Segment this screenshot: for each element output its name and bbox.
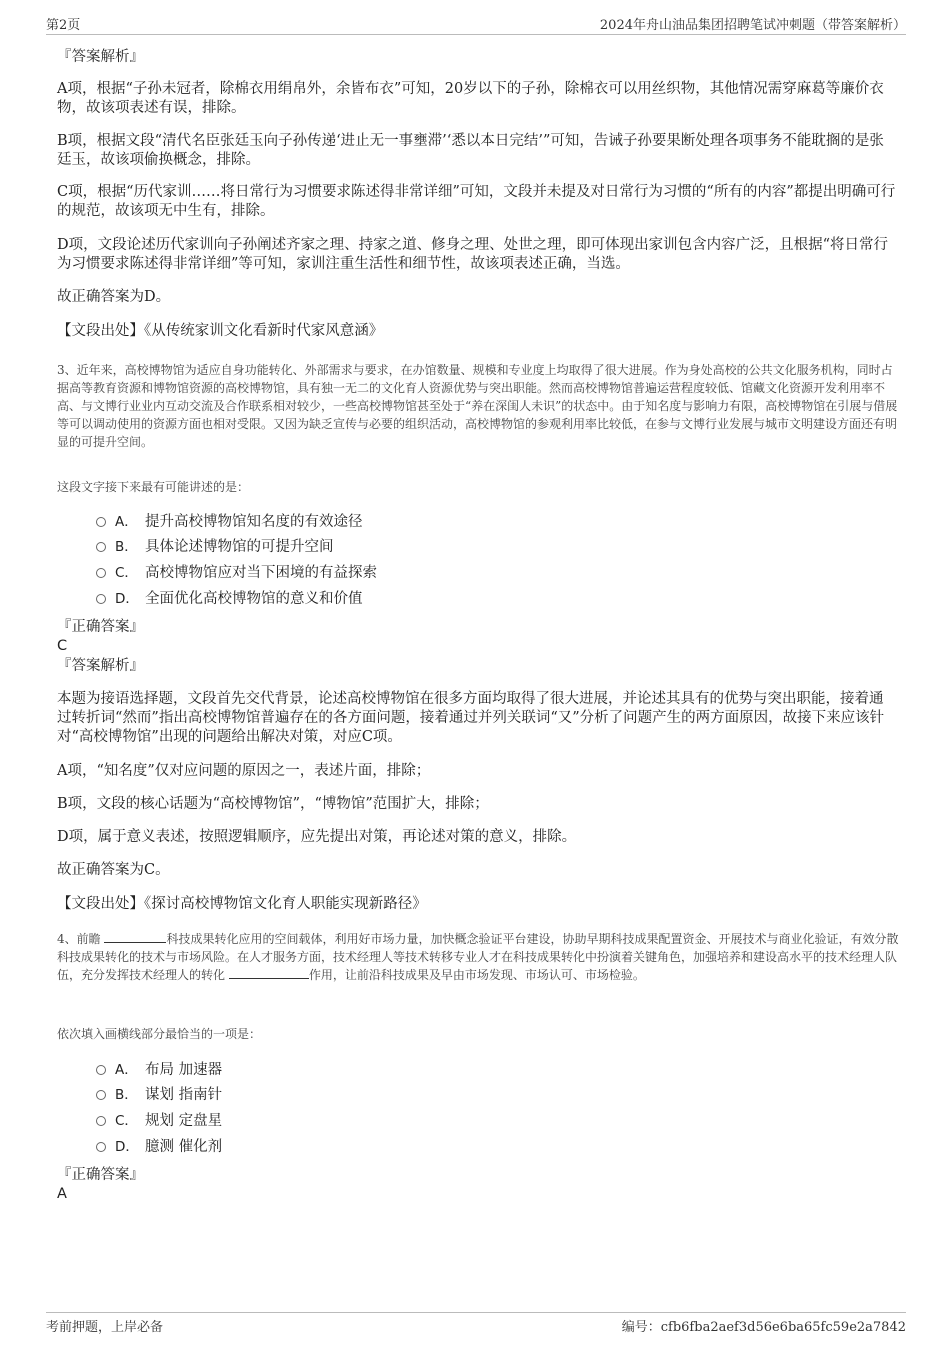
option-letter: B． bbox=[115, 539, 138, 555]
q4-question: 依次填入画横线部分最恰当的一项是： bbox=[57, 1027, 262, 1041]
radio-icon[interactable] bbox=[96, 1065, 106, 1075]
option-letter: C． bbox=[115, 565, 138, 581]
option-letter: A． bbox=[115, 514, 138, 530]
document-code: 编号：cfb6fba2aef3d56e6ba65fc59e2a7842 bbox=[621, 1320, 906, 1335]
fill-blank-1 bbox=[104, 930, 166, 943]
radio-icon[interactable] bbox=[96, 542, 106, 552]
q3-question: 这段文字接下来最有可能讲述的是： bbox=[57, 480, 250, 494]
q4-stem-part2: 科技成果转化应用的空间载体，利用好市场力量，加快概念验证平台建设，协助早期科技成果配置资金、开展技术与商业化验证，有效分散科技成果转化的技术与市场风险。在人才服务方面，技术经理人等技术转移专业人才在科技成果转化中扮演着关键角色，加强培养和建设高水平的技术经理人队伍，充分发挥技术经理人的转化 bbox=[57, 932, 899, 982]
page-number: 第2页 bbox=[46, 18, 81, 33]
option-text: 具体论述博物馆的可提升空间 bbox=[145, 539, 334, 555]
q3-answer-heading: 『正确答案』 bbox=[57, 619, 144, 635]
q3-analysis-heading: 『答案解析』 bbox=[57, 658, 144, 674]
q4-option-d[interactable] bbox=[96, 1138, 222, 1157]
q2-analysis-d: D项，文段论述历代家训向子孙阐述齐家之理、持家之道、修身之理、处世之理，即可体现出家训包含内容广泛，且根据“将日常行为习惯要求陈述得非常详细”等可知，家训注重生活性和细节性，故该项表述正确，当选。 bbox=[57, 237, 889, 272]
q4-option-c[interactable] bbox=[96, 1112, 222, 1131]
fill-blank-2 bbox=[229, 966, 309, 979]
q3-option-a[interactable] bbox=[96, 513, 363, 532]
q2-analysis-a: A项，根据“子孙未冠者，除棉衣用绢帛外，余皆布衣”可知，20岁以下的子孙，除棉衣可以用丝织物，其他情况需穿麻葛等廉价衣物，故该项表述有误，排除。 bbox=[57, 81, 884, 116]
option-text: 规划 定盘星 bbox=[145, 1113, 223, 1129]
q4-stem bbox=[57, 930, 902, 984]
q3-option-c[interactable] bbox=[96, 564, 377, 583]
q2-source: 【文段出处】《从传统家训文化看新时代家风意涵》 bbox=[57, 323, 384, 339]
q3-answer: C bbox=[57, 638, 68, 654]
q2-conclusion: 故正确答案为D。 bbox=[57, 289, 171, 305]
radio-icon[interactable] bbox=[96, 568, 106, 578]
q2-analysis-heading: 『答案解析』 bbox=[57, 49, 144, 65]
q3-conclusion: 故正确答案为C。 bbox=[57, 862, 170, 878]
radio-icon[interactable] bbox=[96, 1116, 106, 1126]
q4-stem-part3: 作用，让前沿科技成果及早由市场发现、市场认可、市场检验。 bbox=[308, 968, 645, 982]
q3-analysis-a: A项，“知名度”仅对应问题的原因之一，表述片面，排除； bbox=[57, 763, 431, 779]
q3-option-d[interactable] bbox=[96, 590, 363, 609]
option-letter: D． bbox=[115, 1139, 139, 1155]
document-title: 2024年舟山油品集团招聘笔试冲刺题（带答案解析） bbox=[599, 18, 906, 33]
option-letter: C． bbox=[115, 1113, 138, 1129]
option-letter: D． bbox=[115, 591, 139, 607]
q4-answer: A bbox=[57, 1186, 67, 1202]
radio-icon[interactable] bbox=[96, 1142, 106, 1152]
option-text: 臆测 催化剂 bbox=[145, 1139, 223, 1155]
radio-icon[interactable] bbox=[96, 517, 106, 527]
option-text: 谋划 指南针 bbox=[145, 1087, 223, 1103]
radio-icon[interactable] bbox=[96, 594, 106, 604]
q3-option-b[interactable] bbox=[96, 538, 334, 557]
q3-analysis-b: B项，文段的核心话题为“高校博物馆”，“博物馆”范围扩大，排除； bbox=[57, 796, 489, 812]
footer-slogan: 考前押题，上岸必备 bbox=[46, 1320, 164, 1335]
q2-analysis-c: C项，根据“历代家训……将日常行为习惯要求陈述得非常详细”可知，文段并未提及对日常行为习惯的“所有的内容”都提出明确可行的规范，故该项无中生有，排除。 bbox=[57, 184, 896, 219]
option-letter: B． bbox=[115, 1087, 138, 1103]
page-footer bbox=[46, 1312, 906, 1335]
q4-answer-heading: 『正确答案』 bbox=[57, 1167, 144, 1183]
q4-stem-part1: 4、前瞻 bbox=[57, 932, 101, 946]
q3-source: 【文段出处】《探讨高校博物馆文化育人职能实现新路径》 bbox=[57, 896, 427, 912]
q2-analysis-b: B项，根据文段“清代名臣张廷玉向子孙传递‘进止无一事壅滞’‘悉以本日完结’”可知，告诫子孙要果断处理各项事务不能耽搁的是张廷玉，故该项偷换概念，排除。 bbox=[57, 133, 884, 168]
q3-stem: 3、近年来，高校博物馆为适应自身功能转化、外部需求与要求，在办馆数量、规模和专业度上均取得了很大进展。作为身处高校的公共文化服务机构，同时占据高等教育资源和博物馆资源的高校博物馆，具有独一无二的文化育人资源优势与突出职能。然而高校博物馆普遍运营程度较低、馆藏文化资源开发利用率不高、与文博行业业内互动交流及合作联系相对较少，一些高校博物馆甚至处于“养在深闺人未识”的状态中。由于知名度与影响力有限，高校博物馆在引展与借展等可以调动使用的资源方面也相对受限。又因为缺乏宣传与必要的组织活动，高校博物馆的参观利用率比较低，在参与文博行业发展与城市文明建设方面还有明显的可提升空间。 bbox=[57, 363, 898, 449]
option-text: 全面优化高校博物馆的意义和价值 bbox=[145, 591, 363, 607]
option-text: 布局 加速器 bbox=[145, 1062, 223, 1078]
radio-icon[interactable] bbox=[96, 1090, 106, 1100]
q4-option-a[interactable] bbox=[96, 1061, 222, 1080]
option-text: 高校博物馆应对当下困境的有益探索 bbox=[145, 565, 377, 581]
page-header bbox=[46, 14, 906, 35]
q4-option-b[interactable] bbox=[96, 1086, 222, 1105]
q3-analysis-main: 本题为接语选择题，文段首先交代背景，论述高校博物馆在很多方面均取得了很大进展，并论述其具有的优势与突出职能，接着通过转折词“然而”指出高校博物馆普遍存在的各方面问题，接着通过并列关联词“又”分析了问题产生的两方面原因，故接下来应该针对“高校博物馆”出现的问题给出解决对策，对应C项。 bbox=[57, 691, 885, 745]
option-text: 提升高校博物馆知名度的有效途径 bbox=[145, 514, 363, 530]
option-letter: A． bbox=[115, 1062, 138, 1078]
q3-analysis-d: D项，属于意义表述，按照逻辑顺序，应先提出对策，再论述对策的意义，排除。 bbox=[57, 829, 577, 845]
